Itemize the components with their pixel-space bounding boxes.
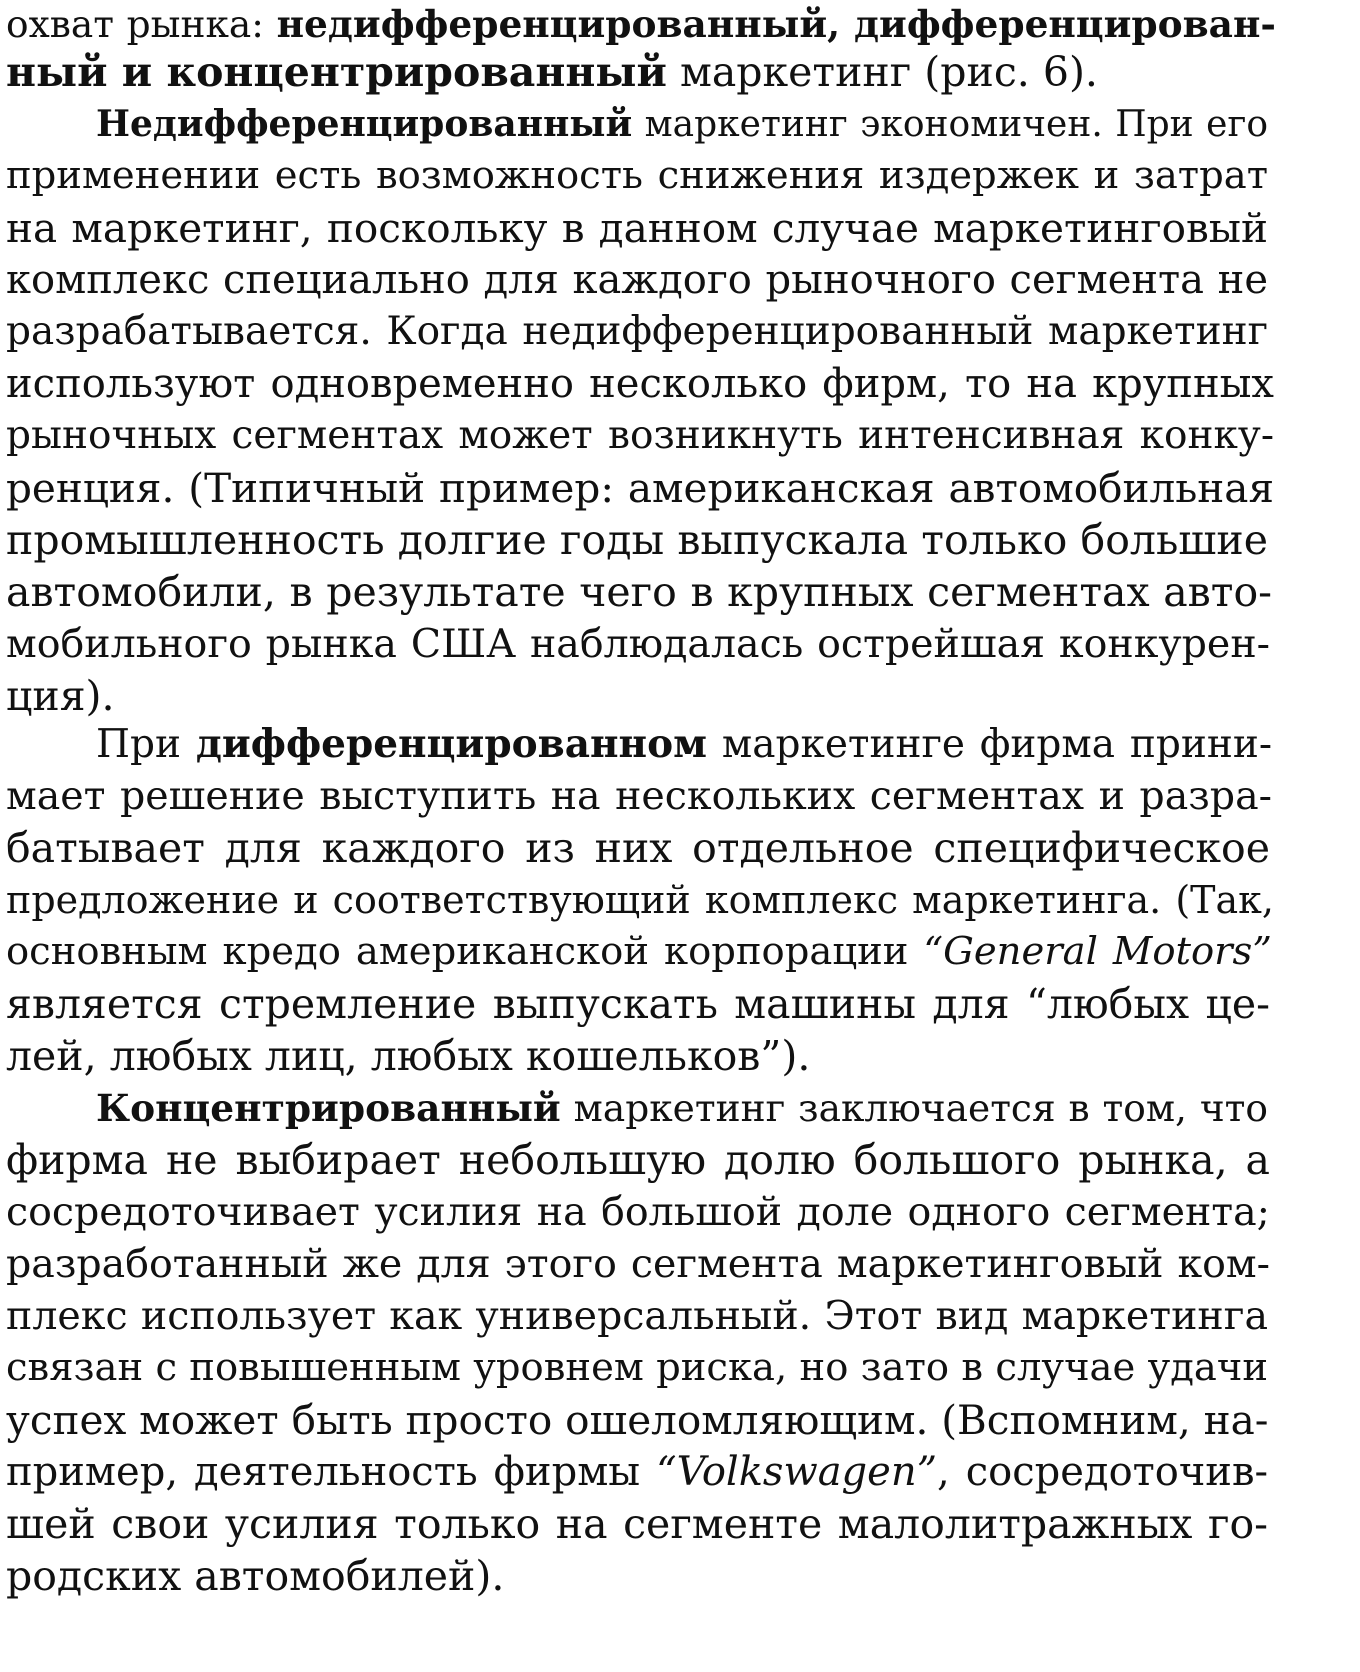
text-run: мает решение выступить на нескольких сегментах и разра- (6, 773, 1272, 819)
text-line (6, 1548, 504, 1604)
text-line (6, 1236, 1270, 1292)
text-run: является стремление выпускать машины для “любых це- (6, 980, 1270, 1028)
text-line (6, 200, 1268, 256)
text-line (6, 872, 1274, 928)
text-run: лей, любых лиц, любых кошельков”). (6, 1032, 811, 1080)
text-run: При (96, 722, 196, 767)
text-run: используют одновременно несколько фирм, то на крупных (6, 361, 1274, 407)
text-run: маркетинг экономичен. При его (632, 104, 1268, 145)
text-run: охват рынка: (6, 2, 277, 46)
text-line (6, 1184, 1270, 1240)
text-line (6, 1132, 1270, 1188)
text-line (6, 408, 1274, 464)
text-line (6, 924, 1272, 980)
text-run: шей свои усилия только на сегменте малолитражных го- (6, 1500, 1268, 1548)
text-run: фирма не выбирает небольшую долю большого рынка, а (6, 1136, 1270, 1184)
text-run: успех может быть просто ошеломляющим. (Вспомним, на- (6, 1396, 1268, 1444)
bold-term: дифференцированном (195, 721, 707, 767)
text-run: родских автомобилей). (6, 1552, 505, 1600)
text-run: рыночных сегментах может возникнуть интенсивная конку- (6, 413, 1274, 458)
text-run: промышленность долгие годы выпускала только большие (6, 516, 1268, 564)
text-line (6, 1288, 1268, 1344)
text-line (6, 252, 1268, 308)
text-line (6, 616, 1270, 672)
text-run: связан с повышенным уровнем риска, но зато в случае удачи (6, 1345, 1268, 1390)
text-line (6, 148, 1268, 204)
text-run: ренция. (Типичный пример: американская автомобильная (6, 464, 1274, 512)
text-run: комплекс специально для каждого рыночного сегмента не (6, 257, 1268, 303)
text-line (6, 1028, 810, 1084)
text-run: основным кредо американской корпорации (6, 929, 924, 974)
text-line (6, 1340, 1268, 1396)
text-run: маркетинге фирма прини- (706, 722, 1272, 767)
text-run: маркетинг заключается в том, что (560, 1086, 1268, 1130)
text-line (6, 356, 1274, 412)
text-run: разрабатывается. Когда недифференцированный маркетинг (6, 309, 1268, 354)
text-line (6, 1444, 1268, 1500)
text-line (6, 44, 1098, 100)
text-run: автомобили, в результате чего в крупных сегментах авто- (6, 568, 1272, 616)
text-line (6, 768, 1272, 824)
text-line (6, 1392, 1268, 1448)
text-run: сосредоточивает усилия на большой доле одного сегмента; (6, 1189, 1270, 1235)
text-run: на маркетинг, поскольку в данном случае маркетинговый (6, 204, 1268, 252)
bold-term: недифференцированный, дифференцирован- (276, 2, 1276, 46)
italic-brand-name: “Volkswagen” (656, 1449, 938, 1495)
text-line (96, 716, 1272, 772)
bold-term: Концентрированный (96, 1086, 561, 1130)
text-line (6, 820, 1270, 876)
italic-brand-name: “General Motors” (923, 929, 1272, 974)
text-run: ция). (6, 672, 115, 720)
text-line (6, 304, 1268, 360)
text-run: плекс использует как универсальный. Этот вид маркетинга (6, 1293, 1268, 1339)
bold-term: ный и концентрированный (6, 48, 667, 96)
text-run: разработанный же для этого сегмента маркетинговый ком- (6, 1241, 1270, 1287)
text-run: пример, деятельность фирмы (6, 1449, 657, 1495)
text-line (96, 1080, 1268, 1136)
text-run: маркетинг (рис. 6). (666, 48, 1098, 96)
text-line (6, 564, 1272, 620)
text-run: предложение и соответствующий комплекс маркетинга. (Так, (6, 878, 1274, 922)
text-run: , сосредоточив- (937, 1449, 1268, 1495)
text-run: мобильного рынка США наблюдалась острейшая конкурен- (6, 621, 1270, 667)
text-line (6, 1496, 1268, 1552)
text-line (6, 976, 1270, 1032)
text-line (6, 512, 1268, 568)
bold-term: Недифференцированный (96, 103, 633, 145)
text-line (96, 96, 1268, 152)
text-line (6, 460, 1274, 516)
text-run: батывает для каждого из них отдельное специфическое (6, 824, 1270, 872)
text-run: применении есть возможность снижения издержек и затрат (6, 153, 1268, 198)
